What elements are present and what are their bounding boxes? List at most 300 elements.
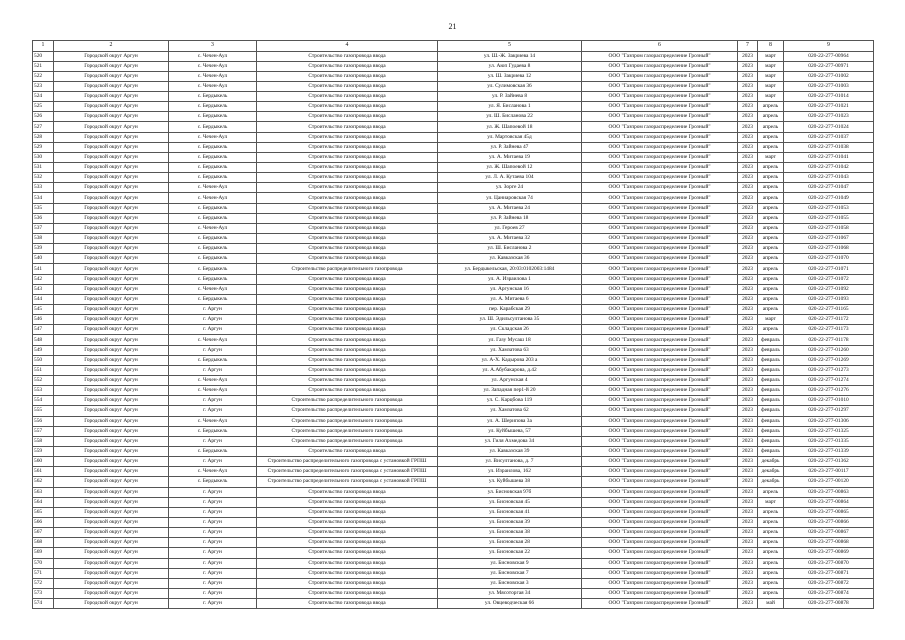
row-number-cell: 574	[33, 599, 54, 609]
row-number-cell: 572	[33, 578, 54, 588]
address-cell: ул. Р. Зайнева 18	[438, 213, 582, 223]
organization-cell: ООО "Газпром газораспределение Грозный"	[582, 71, 738, 81]
row-number-cell: 573	[33, 588, 54, 598]
row-number-cell: 528	[33, 132, 54, 142]
year-cell: 2023	[738, 274, 758, 284]
year-cell: 2023	[738, 112, 758, 122]
district-cell: Городской округ Аргун	[54, 599, 169, 609]
address-cell: ул. Р. Зайнева 8	[438, 92, 582, 102]
row-number-cell: 551	[33, 365, 54, 375]
code-cell: 020-23-277-00865	[784, 507, 874, 517]
organization-cell: ООО "Газпром газораспределение Грозный"	[582, 325, 738, 335]
row-number-cell: 564	[33, 497, 54, 507]
code-cell: 020-23-277-00863	[784, 487, 874, 497]
address-cell: ул. Ш. Эдильсултанова 35	[438, 315, 582, 325]
settlement-cell: с. Бердыкель	[169, 234, 257, 244]
row-number-cell: 535	[33, 203, 54, 213]
settlement-cell: с. Бердыкель	[169, 294, 257, 304]
organization-cell: ООО "Газпром газораспределение Грозный"	[582, 61, 738, 71]
settlement-cell: г. Аргун	[169, 315, 257, 325]
district-cell: Городской округ Аргун	[54, 315, 169, 325]
settlement-cell: с. Чечен-Аул	[169, 183, 257, 193]
row-number-cell: 531	[33, 163, 54, 173]
code-cell: 020-23-277-00867	[784, 528, 874, 538]
work-type-cell: Строительство газопровода ввода	[257, 163, 438, 173]
organization-cell: ООО "Газпром газораспределение Грозный"	[582, 183, 738, 193]
table-row	[33, 436, 874, 446]
address-cell: ул. Газу Мусаш 18	[438, 335, 582, 345]
work-type-cell: Строительство газопровода ввода	[257, 213, 438, 223]
column-header: 5	[438, 41, 582, 52]
table-row	[33, 538, 874, 548]
district-cell: Городской округ Аргун	[54, 325, 169, 335]
organization-cell: ООО "Газпром газораспределение Грозный"	[582, 152, 738, 162]
organization-cell: ООО "Газпром газораспределение Грозный"	[582, 487, 738, 497]
district-cell: Городской округ Аргун	[54, 81, 169, 91]
work-type-cell: Строительство распределительного газопровода	[257, 264, 438, 274]
table-row	[33, 254, 874, 264]
district-cell: Городской округ Аргун	[54, 365, 169, 375]
table-row	[33, 223, 874, 233]
year-cell: 2023	[738, 528, 758, 538]
month-cell: апрель	[758, 183, 784, 193]
address-cell: ул. Гиля Ахмедова 34	[438, 436, 582, 446]
address-cell: ул. Кавказская 39	[438, 446, 582, 456]
organization-cell: ООО "Газпром газораспределение Грозный"	[582, 416, 738, 426]
settlement-cell: с. Чечен-Аул	[169, 71, 257, 81]
year-cell: 2023	[738, 163, 758, 173]
year-cell: 2023	[738, 588, 758, 598]
year-cell: 2023	[738, 102, 758, 112]
work-type-cell: Строительство распределительного газопровода с установкой ГРПШ	[257, 477, 438, 487]
year-cell: 2023	[738, 457, 758, 467]
year-cell: 2023	[738, 568, 758, 578]
row-number-cell: 521	[33, 61, 54, 71]
address-cell: ул. Куйбышева 38	[438, 477, 582, 487]
organization-cell: ООО "Газпром газораспределение Грозный"	[582, 365, 738, 375]
work-type-cell: Строительство газопровода ввода	[257, 538, 438, 548]
address-cell: ул. Бисновская 41	[438, 507, 582, 517]
district-cell: Городской округ Аргун	[54, 193, 169, 203]
table-row	[33, 416, 874, 426]
code-cell: 020-23-277-00878	[784, 599, 874, 609]
code-cell: 020-22-277-01306	[784, 416, 874, 426]
work-type-cell: Строительство газопровода ввода	[257, 517, 438, 527]
address-cell: ул. Бисновская 97б	[438, 487, 582, 497]
district-cell: Городской округ Аргун	[54, 345, 169, 355]
district-cell: Городской округ Аргун	[54, 507, 169, 517]
row-number-cell: 568	[33, 538, 54, 548]
month-cell: апрель	[758, 568, 784, 578]
table-row	[33, 92, 874, 102]
code-cell: 020-22-277-01273	[784, 365, 874, 375]
district-cell: Городской округ Аргун	[54, 517, 169, 527]
code-cell: 020-22-277-01178	[784, 335, 874, 345]
code-cell: 020-22-277-01058	[784, 223, 874, 233]
row-number-cell: 530	[33, 152, 54, 162]
code-cell: 020-22-277-01297	[784, 406, 874, 416]
code-cell: 020-22-277-01068	[784, 244, 874, 254]
row-number-cell: 569	[33, 548, 54, 558]
address-cell: ул. А. Митаева 6	[438, 294, 582, 304]
organization-cell: ООО "Газпром газораспределение Грозный"	[582, 436, 738, 446]
code-cell: 020-22-277-01041	[784, 152, 874, 162]
row-number-cell: 552	[33, 376, 54, 386]
table-row	[33, 355, 874, 365]
settlement-cell: с. Бердыкель	[169, 274, 257, 284]
work-type-cell: Строительство газопровода ввода	[257, 234, 438, 244]
organization-cell: ООО "Газпром газораспределение Грозный"	[582, 244, 738, 254]
table-row	[33, 112, 874, 122]
district-cell: Городской округ Аргун	[54, 588, 169, 598]
work-type-cell: Строительство газопровода ввода	[257, 193, 438, 203]
code-cell: 020-22-277-00971	[784, 61, 874, 71]
district-cell: Городской округ Аргун	[54, 152, 169, 162]
year-cell: 2023	[738, 142, 758, 152]
month-cell: февраль	[758, 386, 784, 396]
settlement-cell: с. Бердыкель	[169, 426, 257, 436]
settlement-cell: с. Бердыкель	[169, 112, 257, 122]
settlement-cell: с. Чечен-Аул	[169, 386, 257, 396]
code-cell: 020-22-277-01070	[784, 254, 874, 264]
month-cell: апрель	[758, 538, 784, 548]
settlement-cell: г. Аргун	[169, 396, 257, 406]
row-number-cell: 570	[33, 558, 54, 568]
year-cell: 2023	[738, 507, 758, 517]
table-row	[33, 406, 874, 416]
settlement-cell: с. Бердыкель	[169, 163, 257, 173]
organization-cell: ООО "Газпром газораспределение Грозный"	[582, 345, 738, 355]
year-cell: 2023	[738, 406, 758, 416]
settlement-cell: г. Аргун	[169, 568, 257, 578]
organization-cell: ООО "Газпром газораспределение Грозный"	[582, 193, 738, 203]
month-cell: апрель	[758, 548, 784, 558]
district-cell: Городской округ Аргун	[54, 142, 169, 152]
organization-cell: ООО "Газпром газораспределение Грозный"	[582, 528, 738, 538]
address-cell: ул. А. Шерипова 3а	[438, 416, 582, 426]
settlement-cell: с. Бердыкель	[169, 173, 257, 183]
table-row	[33, 345, 874, 355]
year-cell: 2023	[738, 599, 758, 609]
district-cell: Городской округ Аргун	[54, 396, 169, 406]
year-cell: 2023	[738, 487, 758, 497]
organization-cell: ООО "Газпром газораспределение Грозный"	[582, 274, 738, 284]
code-cell: 020-22-277-01362	[784, 457, 874, 467]
year-cell: 2023	[738, 234, 758, 244]
district-cell: Городской округ Аргун	[54, 578, 169, 588]
month-cell: февраль	[758, 406, 784, 416]
table-row	[33, 163, 874, 173]
district-cell: Городской округ Аргун	[54, 386, 169, 396]
year-cell: 2023	[738, 355, 758, 365]
work-type-cell: Строительство газопровода ввода	[257, 588, 438, 598]
settlement-cell: г. Аргун	[169, 305, 257, 315]
row-number-cell: 536	[33, 213, 54, 223]
year-cell: 2023	[738, 446, 758, 456]
code-cell: 020-23-277-00120	[784, 477, 874, 487]
settlement-cell: с. Бердыкель	[169, 102, 257, 112]
table-row	[33, 264, 874, 274]
code-cell: 020-22-277-01172	[784, 315, 874, 325]
work-type-cell: Строительство газопровода ввода	[257, 365, 438, 375]
year-cell: 2023	[738, 193, 758, 203]
work-type-cell: Строительство распределительного газопровода	[257, 436, 438, 446]
column-header: 6	[582, 41, 738, 52]
organization-cell: ООО "Газпром газораспределение Грозный"	[582, 457, 738, 467]
year-cell: 2023	[738, 477, 758, 487]
work-type-cell: Строительство газопровода ввода	[257, 223, 438, 233]
settlement-cell: г. Аргун	[169, 436, 257, 446]
district-cell: Городской округ Аргун	[54, 558, 169, 568]
work-type-cell: Строительство распределительного газопровода с установкой ГРПШ	[257, 457, 438, 467]
address-cell: ул. Ш.-Ж. Закриева 14	[438, 51, 582, 61]
district-cell: Городской округ Аргун	[54, 335, 169, 345]
month-cell: апрель	[758, 244, 784, 254]
month-cell: март	[758, 497, 784, 507]
district-cell: Городской округ Аргун	[54, 223, 169, 233]
address-cell: ул. А. Митаева 19	[438, 152, 582, 162]
month-cell: март	[758, 152, 784, 162]
address-cell: ул. Героев 27	[438, 223, 582, 233]
table-row	[33, 528, 874, 538]
year-cell: 2023	[738, 386, 758, 396]
address-cell: ул. А. Митаева 32	[438, 234, 582, 244]
table-row	[33, 51, 874, 61]
settlement-cell: г. Аргун	[169, 457, 257, 467]
organization-cell: ООО "Газпром газораспределение Грозный"	[582, 81, 738, 91]
row-number-cell: 545	[33, 305, 54, 315]
month-cell: апрель	[758, 507, 784, 517]
code-cell: 020-22-277-01260	[784, 345, 874, 355]
work-type-cell: Строительство газопровода ввода	[257, 578, 438, 588]
year-cell: 2023	[738, 315, 758, 325]
column-header: 1	[33, 41, 54, 52]
month-cell: апрель	[758, 122, 784, 132]
table-row	[33, 568, 874, 578]
month-cell: декабрь	[758, 467, 784, 477]
month-cell: апрель	[758, 487, 784, 497]
work-type-cell: Строительство газопровода ввода	[257, 315, 438, 325]
settlement-cell: г. Аргун	[169, 345, 257, 355]
row-number-cell: 565	[33, 507, 54, 517]
row-number-cell: 522	[33, 71, 54, 81]
organization-cell: ООО "Газпром газораспределение Грозный"	[582, 507, 738, 517]
address-cell: ул. Аргунская 4	[438, 376, 582, 386]
table-row	[33, 396, 874, 406]
month-cell: апрель	[758, 558, 784, 568]
organization-cell: ООО "Газпром газораспределение Грозный"	[582, 396, 738, 406]
year-cell: 2023	[738, 132, 758, 142]
month-cell: апрель	[758, 163, 784, 173]
month-cell: февраль	[758, 446, 784, 456]
address-cell: ул. Бисновская 39	[438, 517, 582, 527]
work-type-cell: Строительство газопровода ввода	[257, 568, 438, 578]
district-cell: Городской округ Аргун	[54, 416, 169, 426]
work-type-cell: Строительство газопровода ввода	[257, 446, 438, 456]
settlement-cell: с. Бердыкель	[169, 244, 257, 254]
table-row	[33, 244, 874, 254]
month-cell: апрель	[758, 173, 784, 183]
district-cell: Городской округ Аргун	[54, 254, 169, 264]
month-cell: декабрь	[758, 457, 784, 467]
table-row	[33, 588, 874, 598]
organization-cell: ООО "Газпром газораспределение Грозный"	[582, 132, 738, 142]
code-cell: 020-22-277-01014	[784, 92, 874, 102]
month-cell: февраль	[758, 396, 784, 406]
district-cell: Городской округ Аргун	[54, 183, 169, 193]
year-cell: 2023	[738, 548, 758, 558]
work-type-cell: Строительство газопровода ввода	[257, 599, 438, 609]
table-row	[33, 213, 874, 223]
address-cell: ул. Р. Зайнева 47	[438, 142, 582, 152]
year-cell: 2023	[738, 183, 758, 193]
row-number-cell: 525	[33, 102, 54, 112]
organization-cell: ООО "Газпром газораспределение Грозный"	[582, 446, 738, 456]
year-cell: 2023	[738, 173, 758, 183]
table-row	[33, 193, 874, 203]
work-type-cell: Строительство газопровода ввода	[257, 203, 438, 213]
address-cell: ул. Зорге 24	[438, 183, 582, 193]
work-type-cell: Строительство газопровода ввода	[257, 487, 438, 497]
organization-cell: ООО "Газпром газораспределение Грозный"	[582, 548, 738, 558]
year-cell: 2023	[738, 426, 758, 436]
year-cell: 2023	[738, 365, 758, 375]
settlement-cell: г. Аргун	[169, 558, 257, 568]
month-cell: март	[758, 51, 784, 61]
code-cell: 020-23-277-00871	[784, 568, 874, 578]
table-row	[33, 183, 874, 193]
year-cell: 2023	[738, 335, 758, 345]
code-cell: 020-22-277-01067	[784, 234, 874, 244]
row-number-cell: 541	[33, 264, 54, 274]
work-type-cell: Строительство газопровода ввода	[257, 284, 438, 294]
year-cell: 2023	[738, 294, 758, 304]
settlement-cell: с. Чечен-Аул	[169, 284, 257, 294]
district-cell: Городской округ Аргун	[54, 294, 169, 304]
table-row	[33, 122, 874, 132]
month-cell: апрель	[758, 517, 784, 527]
district-cell: Городской округ Аргун	[54, 132, 169, 142]
row-number-cell: 546	[33, 315, 54, 325]
settlement-cell: с. Бердыкель	[169, 264, 257, 274]
table-row	[33, 315, 874, 325]
work-type-cell: Строительство газопровода ввода	[257, 507, 438, 517]
code-cell: 020-22-277-01010	[784, 396, 874, 406]
address-cell: ул. А-Х. Кадырова 203 а	[438, 355, 582, 365]
code-cell: 020-22-277-01072	[784, 274, 874, 284]
address-cell: ул. Бисновская 38	[438, 528, 582, 538]
code-cell: 020-22-277-01173	[784, 325, 874, 335]
organization-cell: ООО "Газпром газораспределение Грозный"	[582, 234, 738, 244]
address-cell: ул. Мясоторгая 34	[438, 588, 582, 598]
organization-cell: ООО "Газпром газораспределение Грозный"	[582, 284, 738, 294]
table-row	[33, 386, 874, 396]
row-number-cell: 561	[33, 467, 54, 477]
table-row	[33, 446, 874, 456]
organization-cell: ООО "Газпром газораспределение Грозный"	[582, 294, 738, 304]
code-cell: 020-22-277-01071	[784, 264, 874, 274]
code-cell: 020-23-277-00866	[784, 517, 874, 527]
settlement-cell: г. Аргун	[169, 365, 257, 375]
address-cell: ул. Бисновская 22	[438, 548, 582, 558]
organization-cell: ООО "Газпром газораспределение Грозный"	[582, 254, 738, 264]
column-header: 8	[758, 41, 784, 52]
organization-cell: ООО "Газпром газораспределение Грозный"	[582, 264, 738, 274]
settlement-cell: с. Бердыкель	[169, 142, 257, 152]
month-cell: апрель	[758, 112, 784, 122]
code-cell: 020-23-277-00117	[784, 467, 874, 477]
district-cell: Городской округ Аргун	[54, 548, 169, 558]
organization-cell: ООО "Газпром газораспределение Грозный"	[582, 92, 738, 102]
organization-cell: ООО "Газпром газораспределение Грозный"	[582, 305, 738, 315]
row-number-cell: 537	[33, 223, 54, 233]
organization-cell: ООО "Газпром газораспределение Грозный"	[582, 203, 738, 213]
address-cell: ул. Аргунская 16	[438, 284, 582, 294]
year-cell: 2023	[738, 61, 758, 71]
row-number-cell: 562	[33, 477, 54, 487]
row-number-cell: 533	[33, 183, 54, 193]
row-number-cell: 550	[33, 355, 54, 365]
month-cell: апрель	[758, 142, 784, 152]
row-number-cell: 555	[33, 406, 54, 416]
organization-cell: ООО "Газпром газораспределение Грозный"	[582, 335, 738, 345]
address-cell: ул. Бисновская 7	[438, 568, 582, 578]
table-row	[33, 376, 874, 386]
address-cell: ул. Ш. Бисланова 2	[438, 244, 582, 254]
table-row	[33, 102, 874, 112]
code-cell: 020-22-277-01093	[784, 294, 874, 304]
district-cell: Городской округ Аргун	[54, 122, 169, 132]
address-cell: ул. Ш. Бисланова 22	[438, 112, 582, 122]
work-type-cell: Строительство газопровода ввода	[257, 173, 438, 183]
code-cell: 020-22-277-01274	[784, 376, 874, 386]
month-cell: март	[758, 315, 784, 325]
district-cell: Городской округ Аргун	[54, 244, 169, 254]
work-type-cell: Строительство газопровода ввода	[257, 122, 438, 132]
settlement-cell: с. Чечен-Аул	[169, 81, 257, 91]
month-cell: декабрь	[758, 477, 784, 487]
organization-cell: ООО "Газпром газораспределение Грозный"	[582, 213, 738, 223]
month-cell: апрель	[758, 132, 784, 142]
month-cell: апрель	[758, 578, 784, 588]
code-cell: 020-22-277-01335	[784, 436, 874, 446]
year-cell: 2023	[738, 578, 758, 588]
year-cell: 2023	[738, 467, 758, 477]
month-cell: май	[758, 599, 784, 609]
month-cell: апрель	[758, 234, 784, 244]
settlement-cell: с. Чечен-Аул	[169, 376, 257, 386]
year-cell: 2023	[738, 517, 758, 527]
table-row	[33, 203, 874, 213]
settlement-cell: г. Аргун	[169, 497, 257, 507]
table-row	[33, 548, 874, 558]
month-cell: апрель	[758, 254, 784, 264]
address-cell: ул. Бисновская 3	[438, 578, 582, 588]
code-cell: 020-22-277-01043	[784, 173, 874, 183]
row-number-cell: 520	[33, 51, 54, 61]
code-cell: 020-23-277-00864	[784, 497, 874, 507]
address-cell: ул. Складская 26	[438, 325, 582, 335]
table-row	[33, 81, 874, 91]
organization-cell: ООО "Газпром газораспределение Грозный"	[582, 497, 738, 507]
work-type-cell: Строительство распределительного газопровода	[257, 406, 438, 416]
row-number-cell: 553	[33, 386, 54, 396]
month-cell: апрель	[758, 203, 784, 213]
address-cell: ул. Западная пер1-й 20	[438, 386, 582, 396]
table-row	[33, 305, 874, 315]
district-cell: Городской округ Аргун	[54, 71, 169, 81]
table-row	[33, 426, 874, 436]
